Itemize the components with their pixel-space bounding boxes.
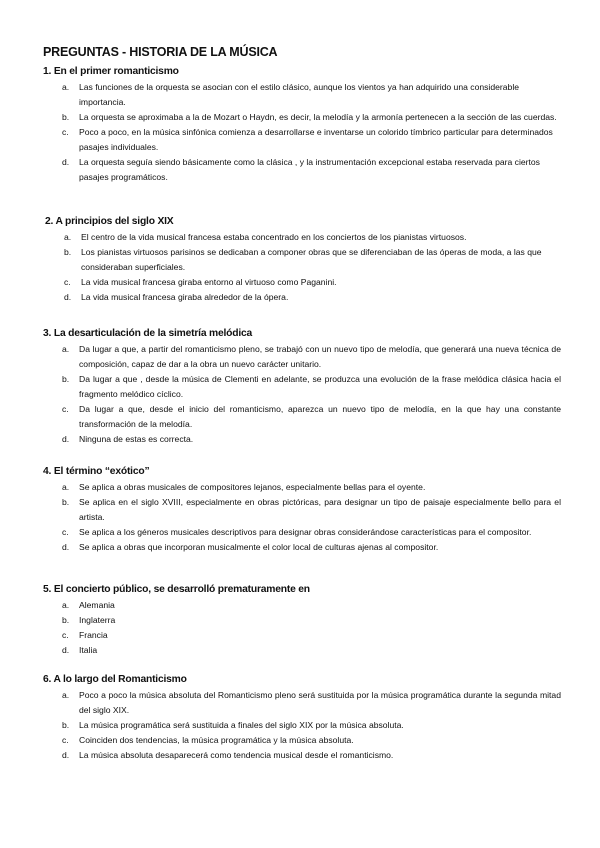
answer-option [43,342,561,372]
answer-option [43,155,561,185]
option-text: Los pianistas virtuosos parisinos se dedicaban a componer obras que se diferenciaban de las óperas de moda, a las que consideraban superficiales. [81,247,542,272]
answer-option [45,275,563,290]
question-4 [43,464,561,555]
option-letter: c. [62,630,69,640]
option-text: Da lugar a que , desde la música de Clementi en adelante, se produzca una evolución de la frase melódica clásica hacia el fragmento melódico cíclico. [79,374,561,399]
option-letter: d. [62,645,70,655]
answer-option [43,688,561,718]
option-letter: a. [62,482,70,492]
answer-option [45,230,563,245]
option-letter: a. [62,82,70,92]
option-letter: d. [64,292,72,302]
option-text: El centro de la vida musical francesa estaba concentrado en los conciertos de los pianistas virtuosos. [81,232,467,242]
option-letter: a. [62,600,70,610]
answer-option [43,748,561,763]
answer-option [43,372,561,402]
option-text: La vida musical francesa giraba entorno al virtuoso como Paganini. [81,277,337,287]
answer-option [43,643,561,658]
answer-option [43,628,561,643]
option-letter: b. [62,497,70,507]
option-text: Francia [79,630,108,640]
option-text: Poco a poco, en la música sinfónica comienza a desarrollarse e inventarse un colorido tímbrico particular para determinados pasajes individuales. [79,127,553,152]
option-text: Poco a poco la música absoluta del Romanticismo pleno será sustituida por la música programática durante la segunda mitad del siglo XIX. [79,690,561,715]
option-text: La música absoluta desaparecerá como tendencia musical desde el romanticismo. [79,750,394,760]
question-1 [43,64,561,185]
question-heading: 4. El término “exótico” [43,466,150,477]
option-letter: d. [62,542,70,552]
option-text: Inglaterra [79,615,116,625]
answer-option [43,495,561,525]
question-2 [45,214,563,305]
option-text: Se aplica a obras que incorporan musicalmente el color local de culturas ajenas al compositor. [79,542,439,552]
option-letter: c. [62,404,69,414]
option-text: La orquesta seguía siendo básicamente como la clásica , y la instrumentación excepcional estaba reservada para ciertos pasajes programáticos. [79,157,540,182]
option-text: Alemania [79,600,115,610]
answer-option [43,525,561,540]
option-letter: b. [64,247,72,257]
option-letter: d. [62,434,70,444]
answer-option [43,598,561,613]
answer-option [43,480,561,495]
option-text: Ninguna de estas es correcta. [79,434,194,444]
option-letter: a. [62,344,70,354]
answer-option [43,613,561,628]
answer-option [43,733,561,748]
question-6 [43,672,561,763]
option-text: Da lugar a que, a partir del romanticismo pleno, se trabajó con un nuevo tipo de melodía, que generará una nueva técnica de composición, capaz de dar a la obra un nuevo carácter unitario. [79,344,561,369]
answer-option [43,125,561,155]
answer-option [43,540,561,555]
option-text: Da lugar a que, desde el inicio del romanticismo, aparezca un nuevo tipo de melodía, en la que hay una constante transformación de la melodía. [79,404,561,429]
answer-option [43,80,561,110]
question-heading: 1. En el primer romanticismo [43,66,179,77]
option-text: Se aplica a los géneros musicales descriptivos para designar obras considerándose características para el compositor. [79,527,532,537]
option-text: Italia [79,645,98,655]
answer-option [45,290,563,305]
option-letter: a. [62,690,70,700]
option-letter: c. [62,735,69,745]
answer-option [43,110,561,125]
option-letter: b. [62,374,70,384]
option-letter: c. [62,127,69,137]
question-heading: 5. El concierto público, se desarrolló prematuramente en [43,584,310,595]
answer-option [43,718,561,733]
option-text: La vida musical francesa giraba alrededor de la ópera. [81,292,289,302]
question-heading: 2. A principios del siglo XIX [45,216,174,227]
option-letter: c. [64,277,71,287]
question-heading: 3. La desarticulación de la simetría melódica [43,328,253,339]
question-5 [43,582,561,658]
option-letter: b. [62,720,70,730]
answer-option [43,432,561,447]
option-text: La orquesta se aproximaba a la de Mozart o Haydn, es decir, la melodía y la armonía pertenecen a la sección de las cuerdas. [79,112,557,122]
option-letter: a. [64,232,72,242]
option-letter: b. [62,615,70,625]
question-3 [43,326,561,447]
option-text: Se aplica a obras musicales de compositores lejanos, especialmente bellas para el oyente. [79,482,426,492]
answer-option [43,402,561,432]
option-text: Las funciones de la orquesta se asocian con el estilo clásico, aunque los vientos ya han adquirido una considerable importancia. [79,82,520,107]
question-heading: 6. A lo largo del Romanticismo [43,674,187,685]
option-letter: d. [62,750,70,760]
page-title: PREGUNTAS - HISTORIA DE LA MÚSICA [43,45,278,59]
answer-option [45,245,563,275]
option-text: Coinciden dos tendencias, la música programática y la música absoluta. [79,735,354,745]
option-letter: c. [62,527,69,537]
option-letter: d. [62,157,70,167]
option-text: La música programática será sustituida a finales del siglo XIX por la música absoluta. [79,720,404,730]
option-letter: b. [62,112,70,122]
option-text: Se aplica en el siglo XVIII, especialmente en obras pictóricas, para designar un tipo de paisaje especialmente bello para el artista. [79,497,561,522]
